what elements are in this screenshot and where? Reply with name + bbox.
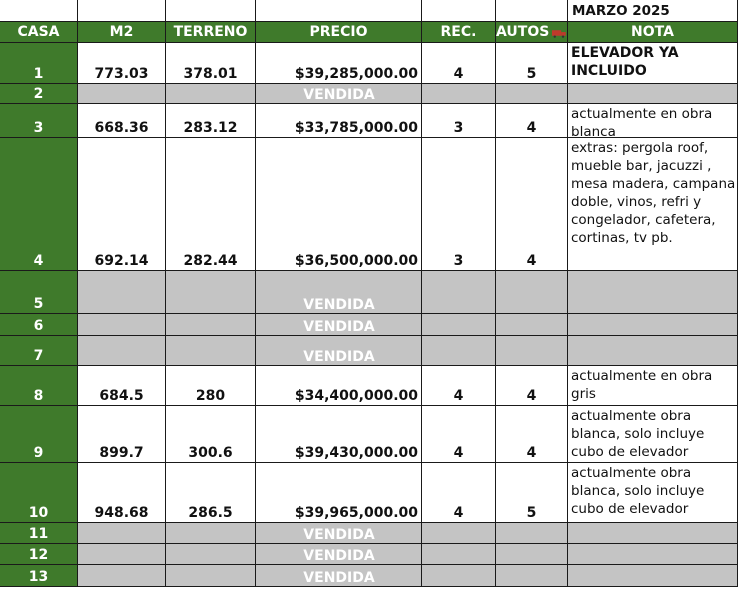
table-row [0,565,738,587]
title-row [0,0,738,22]
cell-autos [496,565,568,587]
cell-autos [496,271,568,314]
cell-autos: 4 [496,138,568,271]
cell-autos [496,523,568,544]
cell-nota: actualmente en obra gris [568,366,738,406]
cell-rec: 3 [422,138,496,271]
cell-rec [422,84,496,104]
cell-rec [422,544,496,565]
cell-casa: 12 [0,544,78,565]
cell-autos: 5 [496,463,568,523]
cell-m2 [78,314,166,336]
cell-terreno [166,84,256,104]
cell-m2: 773.03 [78,43,166,84]
sold-status-label: VENDIDA [303,548,375,564]
cell-rec [422,565,496,587]
header-precio: PRECIO [256,22,422,43]
title-blank-autos [496,0,568,22]
cell-nota [568,544,738,565]
cell-nota [568,565,738,587]
table-row [0,271,738,314]
header-nota: NOTA [568,22,738,43]
cell-autos [496,84,568,104]
cell-m2: 692.14 [78,138,166,271]
cell-rec [422,336,496,366]
cell-autos: 4 [496,104,568,138]
cell-precio: $39,285,000.00 [256,43,422,84]
cell-casa: 3 [0,104,78,138]
cell-terreno: 286.5 [166,463,256,523]
cell-rec [422,523,496,544]
cell-terreno [166,565,256,587]
cell-casa: 10 [0,463,78,523]
cell-nota [568,336,738,366]
table-row [0,463,738,523]
title-blank-rec [422,0,496,22]
cell-nota: actualmente en obra blanca [568,104,738,138]
table-row [0,43,738,84]
sold-status-label: VENDIDA [303,349,375,365]
table-row [0,406,738,463]
cell-m2 [78,565,166,587]
cell-m2: 684.5 [78,366,166,406]
cell-nota [568,84,738,104]
title-blank-casa [0,0,78,22]
header-casa: CASA [0,22,78,43]
cell-rec: 4 [422,366,496,406]
cell-m2 [78,336,166,366]
cell-precio: $33,785,000.00 [256,104,422,138]
table-row [0,336,738,366]
sold-status-label: VENDIDA [303,570,375,586]
cell-nota [568,314,738,336]
header-row [0,22,738,43]
cell-m2: 668.36 [78,104,166,138]
cell-terreno [166,314,256,336]
cell-terreno: 300.6 [166,406,256,463]
sold-status-label: VENDIDA [303,319,375,335]
cell-terreno: 283.12 [166,104,256,138]
cell-rec [422,271,496,314]
cell-casa: 4 [0,138,78,271]
cell-autos [496,314,568,336]
cell-rec: 4 [422,43,496,84]
table-row [0,523,738,544]
title-blank-precio [256,0,422,22]
cell-rec: 4 [422,463,496,523]
cell-m2 [78,84,166,104]
cell-autos: 5 [496,43,568,84]
cell-precio: $39,430,000.00 [256,406,422,463]
table-row [0,314,738,336]
cell-terreno: 378.01 [166,43,256,84]
cell-terreno [166,336,256,366]
cell-casa: 11 [0,523,78,544]
sold-status-label: VENDIDA [303,87,375,103]
header-terreno: TERRENO [166,22,256,43]
cell-terreno: 282.44 [166,138,256,271]
title-blank-terreno [166,0,256,22]
cell-nota: actualmente obra blanca, solo incluye cubo de elevador [568,406,738,463]
cell-nota: ELEVADOR YA INCLUIDO [568,43,738,84]
cell-nota: extras: pergola roof, mueble bar, jacuzzi , mesa madera, campana doble, vinos, refri y congelador, cafetera, cortinas, tv pb. [568,138,738,271]
table-row [0,104,738,138]
cell-precio: $36,500,000.00 [256,138,422,271]
cell-casa: 8 [0,366,78,406]
sold-status-label: VENDIDA [303,297,375,313]
header-m2: M2 [78,22,166,43]
cell-rec: 3 [422,104,496,138]
cell-rec [422,314,496,336]
truck-icon [552,28,567,38]
period-title: MARZO 2025 [568,0,738,22]
cell-casa: 7 [0,336,78,366]
cell-terreno [166,544,256,565]
cell-casa: 1 [0,43,78,84]
cell-autos [496,544,568,565]
cell-rec: 4 [422,406,496,463]
header-autos: AUTOS [496,24,550,40]
cell-casa: 9 [0,406,78,463]
cell-m2: 948.68 [78,463,166,523]
cell-casa: 5 [0,271,78,314]
cell-terreno: 280 [166,366,256,406]
cell-nota: actualmente obra blanca, solo incluye cubo de elevador [568,463,738,523]
cell-nota [568,271,738,314]
table-row [0,366,738,406]
header-autos-cell [496,22,568,43]
cell-autos [496,336,568,366]
cell-precio: $34,400,000.00 [256,366,422,406]
cell-m2 [78,544,166,565]
cell-terreno [166,523,256,544]
table-row [0,84,738,104]
cell-m2 [78,523,166,544]
cell-autos: 4 [496,366,568,406]
header-rec: REC. [422,22,496,43]
cell-nota [568,523,738,544]
cell-casa: 13 [0,565,78,587]
cell-m2: 899.7 [78,406,166,463]
cell-m2 [78,271,166,314]
sold-status-label: VENDIDA [303,527,375,543]
table-row [0,138,738,271]
title-blank-m2 [78,0,166,22]
table-row [0,544,738,565]
cell-casa: 2 [0,84,78,104]
cell-casa: 6 [0,314,78,336]
cell-autos: 4 [496,406,568,463]
cell-precio: $39,965,000.00 [256,463,422,523]
cell-terreno [166,271,256,314]
